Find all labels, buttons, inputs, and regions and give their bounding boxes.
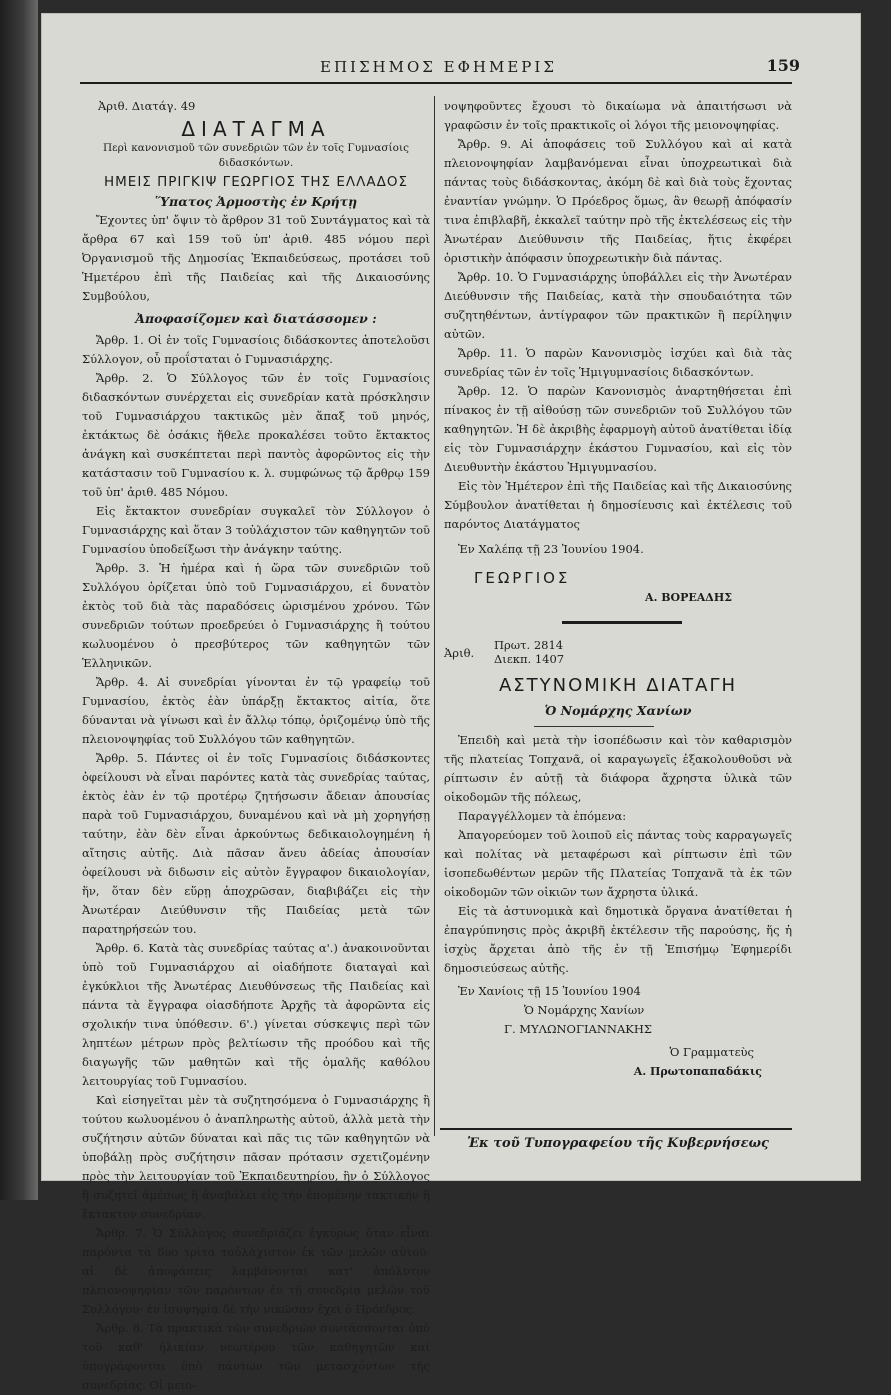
article-paragraph: Ἄρθρ. 12. Ὁ παρὼν Κανονισμὸς ἀναρτηθήσεται ἐπὶ πίνακος ἐν τῇ αἰθούσῃ τῶν συνεδριῶν τοῦ Συλλόγου τῶν καθηγητῶν. Ἡ δὲ ἀκριβὴς ἐφαρμογὴ αὐτοῦ ἀνατίθεται ἰδίᾳ εἰς τὸν Γυμνασιάρχην ἑκάστου Γυμνασίου, καὶ εἰς τὸν Διευθυντὴν ἑκάστου Ἡμιγυμνασίου. bbox=[444, 384, 792, 474]
countersignature: Α. ΒΟΡΕΑΔΗΣ bbox=[645, 591, 732, 604]
article-paragraph: Εἰς ἔκτακτον συνεδρίαν συγκαλεῖ τὸν Σύλλογον ὁ Γυμνασιάρχης καὶ ὅταν 3 τοὐλάχιστον τῶν καθηγητῶν τοῦ Γυμνασίου ὑποδείξωσι τὴν ἀνάγκην ταύτης. bbox=[82, 504, 430, 556]
nomarch-heading: Ὁ Νομάρχης Χανίων bbox=[544, 703, 692, 718]
decree-title: ΔΙΑΤΑΓΜΑ bbox=[181, 117, 331, 141]
article-paragraph: Καὶ εἰσηγεῖται μὲν τὰ συζητησόμενα ὁ Γυμνασιάρχης ἢ τούτου κωλυομένου ὁ ἀναπληρωτὴς αὐτοῦ, ἀλλὰ μετὰ τὴν συζήτησιν αὐτῶν δύναται καὶ πᾶς τις τῶν καθηγητῶν νὰ ὑποβάλῃ πρὸς συζήτησιν πᾶσαν πρότασιν σχετιζομένην πρὸς τὴν λειτουργίαν τοῦ Ἐκπαιδευτηρίου, ἣν ὁ Σύλλογος ἢ συζητεῖ ἀμέσως ἢ ἀναβάλει εἰς τὴν ἐπομένην τακτικὴν ἢ ἔκτακτον συνεδρίαν. bbox=[82, 1093, 430, 1221]
right-column bbox=[444, 97, 792, 1081]
issuer-title: Ὕπατος Ἁρμοστὴς ἐν Κρήτῃ bbox=[154, 194, 358, 209]
article-paragraph: Ἄρθρ. 11. Ὁ παρὼν Κανονισμὸς ἰσχύει καὶ διὰ τὰς συνεδρίας τῶν ἐν τοῖς Ἡμιγυμνασίοις διδασκόντων. bbox=[444, 346, 792, 379]
header-rule bbox=[80, 82, 792, 84]
police-date: Ἐν Χανίοις τῇ 15 Ἰουνίου 1904 bbox=[458, 984, 641, 998]
article-paragraph: Ἄρθρ. 5. Πάντες οἱ ἐν τοῖς Γυμνασίοις διδάσκοντες ὀφείλουσι νὰ εἶναι παρόντες κατὰ τὰς συνεδρίας ταύτας, ἐκτὸς ἐὰν ἐν τῷ προτέρῳ ζητήσωσιν ἄδειαν ἀπουσίας παρὰ τοῦ Γυμνασιάρχου, δυναμένου καὶ νὰ μὴ χορηγήσῃ ταύτην, ἐὰν δὲν εἶναι ἀρκούντως δεδικαιολογημένη ἡ αἴτησις αὐτῆς. Διὰ πᾶσαν ἄνευ ἀδείας ἀπουσίαν ὀφείλουσι νὰ διδωσιν εἰς αὐτὸν ἔγγραφον δικαιολογίαν, ἥν, ὅταν δὲν εὕρῃ ἀποχρῶσαν, διαβιβάζει εἰς τὴν Ἀνωτέραν Διεύθυνσιν τῆς Παιδείας μετὰ τῶν παρατηρήσεών του. bbox=[82, 751, 430, 936]
printer-footer: Ἐκ τοῦ Τυπογραφείου τῆς Κυβερνήσεως bbox=[467, 1136, 769, 1151]
article-paragraph: Ἄρθρ. 3. Ἡ ἡμέρα καὶ ἡ ὥρα τῶν συνεδριῶν τοῦ Συλλόγου ὁρίζεται ὑπὸ τοῦ Γυμνασιάρχου, εἰ δυνατὸν ἐκτὸς τοῦ διὰ τὰς παραδόσεις ὡρισμένου χρόνου. Τῶν συνεδριῶν τούτων προεδρεύει ὁ Γυμνασιάρχης ἢ τούτου κωλυομένου ὁ πρεσβύτερος τῶν καθηγητῶν τῶν Ἑλληνικῶν. bbox=[82, 561, 430, 670]
article-paragraph: Ἄρθρ. 9. Αἱ ἀποφάσεις τοῦ Συλλόγου καὶ αἱ κατὰ πλειονοψηφίαν λαμβανόμεναι εἶναι ὑποχρεωτικαὶ διὰ πάντας τοὺς διδάσκοντας, ἀκόμη δὲ καὶ διὰ τοὺς ἔχοντας ἐναντίαν γνώμην. Ὁ Πρόεδρος ὅμως, ἂν θεωρῇ ἀπόφασίν τινα ἐπιβλαβῆ, ἐκκαλεῖ ταύτην πρὸ τῆς ἐκτελέσεως εἰς τὴν Ἀνωτέραν Διεύθυνσιν τῆς Παιδείας, ἥτις ἐκφέρει ὁριστικὴν ἀπόφασιν ὑποχρεωτικὴν διὰ πάντας. bbox=[444, 137, 792, 265]
decree-date: Ἐν Χαλέπᾳ τῇ 23 Ἰουνίου 1904. bbox=[458, 542, 644, 556]
signature-prince: ΓΕΩΡΓΙΟΣ bbox=[474, 569, 571, 587]
article-paragraph: Ἄρθρ. 6. Κατὰ τὰς συνεδρίας ταύτας α'.) ἀνακοινοῦνται ὑπὸ τοῦ Γυμνασιάρχου αἱ οἱαδήποτε διαταγαὶ καὶ ἐγκύκλιοι τῆς Ἀνωτέρας Διευθύνσεως τῆς Παιδείας καὶ πάντα τὰ ἔγγραφα οἱασδήποτε Ἀρχῆς τὰ ἀφορῶντα εἰς σχολικήν τινα ὑπόθεσιν. 6'.) γίνεται σύσκεψις περὶ τῶν ληπτέων μέτρων πρὸς βελτίωσιν τῆς προόδου καὶ τῆς διαγωγῆς τῶν μαθητῶν καὶ τῆς ὁμαλῆς καθόλου λειτουργίας τοῦ Γυμνασίου. bbox=[82, 941, 430, 1088]
police-paragraph: Ἀπαγορεύομεν τοῦ λοιποῦ εἰς πάντας τοὺς καρραγωγεῖς καὶ πολίτας νὰ μεταφέρωσι καὶ ρίπτωσιν ἐπὶ τῶν ἰσοπεδωθέντων μερῶν τῆς Πλατείας Τοπχανᾶ τὰ ἐκ τῶν οἰκοδομῶν τῶν οἰκιῶν των ἄχρηστα ὑλικά. bbox=[444, 828, 792, 899]
nomarch-name: Γ. ΜΥΛΩΝΟΓΙΑΝΝΑΚΗΣ bbox=[504, 1022, 652, 1036]
decree-subtitle: Περὶ κανονισμοῦ τῶν συνεδριῶν τῶν ἐν τοῖς Γυμνασίοις διδασκόντων. bbox=[103, 142, 409, 169]
section-rule bbox=[562, 621, 682, 624]
issuer-line: ΗΜΕΙΣ ΠΡΙΓΚΙΨ ΓΕΩΡΓΙΟΣ ΤΗΣ ΕΛΛΑΔΟΣ bbox=[104, 174, 408, 190]
article-paragraph: Ἄρθρ. 2. Ὁ Σύλλογος τῶν ἐν τοῖς Γυμνασίοις διδασκόντων συνέρχεται εἰς συνεδρίαν κατὰ πρόσκλησιν τοῦ Γυμνασιάρχου τακτικῶς μὲν ἅπαξ τοῦ μηνός, ἐκτάκτως δὲ ὁσάκις ἤθελε προκαλέσει τοῦτο ἔκτακτος ἀνάγκη καὶ συσκέπτεται περὶ παντὸς ἀφορῶντος εἰς τὴν κατάστασιν τοῦ Γυμνασίου κ. λ. συμφώνως τῷ ἄρθρῳ 159 τοῦ ὑπ' ἀριθ. 485 Νόμου. bbox=[82, 371, 430, 499]
police-paragraph: Παραγγέλλομεν τὰ ἑπόμενα: bbox=[458, 809, 627, 823]
article-paragraph: Ἄρθρ. 8. Τὰ πρακτικὰ τῶν συνεδριῶν συντάσσονται ὑπὸ τοῦ καθ' ἡλικίαν νεωτέρου τῶν καθηγητῶν καὶ ὑπογράφονται ὑπὸ πάντων τῶν μετασχόντων τῆς συνεδρίας. Οἱ μειο- bbox=[82, 1321, 430, 1392]
dispatch-number: Διεκπ. 1407 bbox=[494, 652, 565, 666]
secretary-title: Ὁ Γραμματεὺς bbox=[669, 1045, 754, 1059]
article-paragraph: Ἄρθρ. 7. Ὁ Σύλλογος συνεδριάζει ἐγκύρως ὅταν εἶναι παρόντα τὰ δύο τρίτα τοὐλάχιστον ἐκ τῶν μελῶν αὐτοῦ· αἱ δὲ ἀποφάσεις λαμβάνονται κατ' ἀπόλυτον πλειονοψηφίαν τῶν παρόντων ἐν τῇ συνεδρίᾳ μελῶν τοῦ Συλλόγου· ἐν ἰσοψηφίᾳ δὲ τὴν νικῶσαν ἔχει ὁ Πρόεδρος. bbox=[82, 1226, 430, 1316]
book-spine bbox=[0, 0, 38, 1200]
page-number: 159 bbox=[766, 56, 800, 75]
protocol-values bbox=[494, 638, 564, 666]
footer-rule bbox=[440, 1128, 792, 1130]
decide-line: Ἀποφασίζομεν καὶ διατάσσομεν : bbox=[135, 311, 377, 326]
article-paragraph: Ἄρθρ. 10. Ὁ Γυμνασιάρχης ὑποβάλλει εἰς τὴν Ἀνωτέραν Διεύθυνσιν τῆς Παιδείας, κατὰ τὴν σπουδαιότητα τῶν συζητηθέντων, ἀντίγραφον τῶν πρακτικῶν ἢ περίληψιν αὐτῶν. bbox=[444, 270, 792, 341]
police-paragraph: Εἰς τὰ ἀστυνομικὰ καὶ δημοτικὰ ὄργανα ἀνατίθεται ἡ ἐπαγρύπνησις πρὸς ἀκριβῆ ἐκτέλεσιν τῆς παρούσης, ἥς ἡ ἰσχὺς ἄρχεται ἀπὸ τῆς ἐν τῇ Ἐπισήμῳ Ἐφημερίδι δημοσιεύσεως αὐτῆς. bbox=[444, 904, 792, 975]
secretary-name: Α. Πρωτοπαπαδάκις bbox=[633, 1065, 762, 1078]
police-paragraph: Ἐπειδὴ καὶ μετὰ τὴν ἰσοπέδωσιν καὶ τὸν καθαρισμὸν τῆς πλατείας Τοπχανᾶ, οἱ καραγωγεῖς ἐξακολουθοῦσι νὰ ρίπτωσιν ἐν αὐτῇ τὰ διάφορα ἄχρηστα ὑλικὰ τῶν οἰκοδομῶν τῆς πόλεως, bbox=[444, 733, 792, 804]
heading-rule bbox=[534, 726, 654, 727]
nomarch-signature bbox=[504, 1001, 792, 1039]
gazette-title: ΕΠΙΣΗΜΟΣ ΕΦΗΜΕΡΙΣ bbox=[320, 58, 557, 76]
article-paragraph: Εἰς τὸν Ἡμέτερον ἐπὶ τῆς Παιδείας καὶ τῆς Δικαιοσύνης Σύμβουλον ἀνατίθεται ἡ δημοσίευσις καὶ ἐκτέλεσις τοῦ παρόντος Διατάγματος bbox=[444, 479, 792, 531]
decree-number: Ἀριθ. Διατάγ. 49 bbox=[98, 99, 196, 113]
nomarch-title: Ὁ Νομάρχης Χανίων bbox=[524, 1003, 645, 1017]
protocol-label: Ἀριθ. bbox=[444, 646, 475, 660]
page-header bbox=[80, 58, 800, 82]
column-divider bbox=[434, 96, 435, 1136]
protocol-numbers bbox=[444, 638, 792, 666]
article-paragraph: Ἄρθρ. 1. Οἱ ἐν τοῖς Γυμνασίοις διδάσκοντες ἀποτελοῦσι Σύλλογον, οὗ προΐσταται ὁ Γυμνασιάρχης. bbox=[82, 333, 430, 366]
police-order-title: ΑΣΤΥΝΟΜΙΚΗ ΔΙΑΤΑΓΗ bbox=[498, 675, 738, 696]
article-paragraph: νοψηφοῦντες ἔχουσι τὸ δικαίωμα νὰ ἀπαιτήσωσι νὰ γραφῶσιν ἐν τοῖς πρακτικοῖς οἱ λόγοι τῆς μειονοψηφίας. bbox=[444, 99, 792, 132]
left-column bbox=[82, 97, 430, 1395]
article-paragraph: Ἄρθρ. 4. Αἱ συνεδρίαι γίνονται ἐν τῷ γραφείῳ τοῦ Γυμνασίου, ἐκτὸς ἐὰν ὑπάρξῃ ἔκτακτος αἰτία, ὅτε δύνανται νὰ γίνωσι καὶ ἐν ἄλλῳ τόπῳ, ὁριζομένῳ ὑπὸ τῆς πλειονοψηφίας τοῦ Συλλόγου τῶν καθηγητῶν. bbox=[82, 675, 430, 746]
protocol-number: Πρωτ. 2814 bbox=[494, 638, 564, 652]
preamble: Ἔχοντες ὑπ' ὄψιν τὸ ἄρθρον 31 τοῦ Συντάγματος καὶ τὰ ἄρθρα 67 καὶ 159 τοῦ ὑπ' ἀριθ. 485 νόμου περὶ Ὀργανισμοῦ τῆς Δημοσίας Ἐκπαιδεύσεως, προτάσει τοῦ Ἡμετέρου ἐπὶ τῆς Παιδείας καὶ τῆς Δικαιοσύνης Συμβούλου, bbox=[82, 213, 430, 303]
